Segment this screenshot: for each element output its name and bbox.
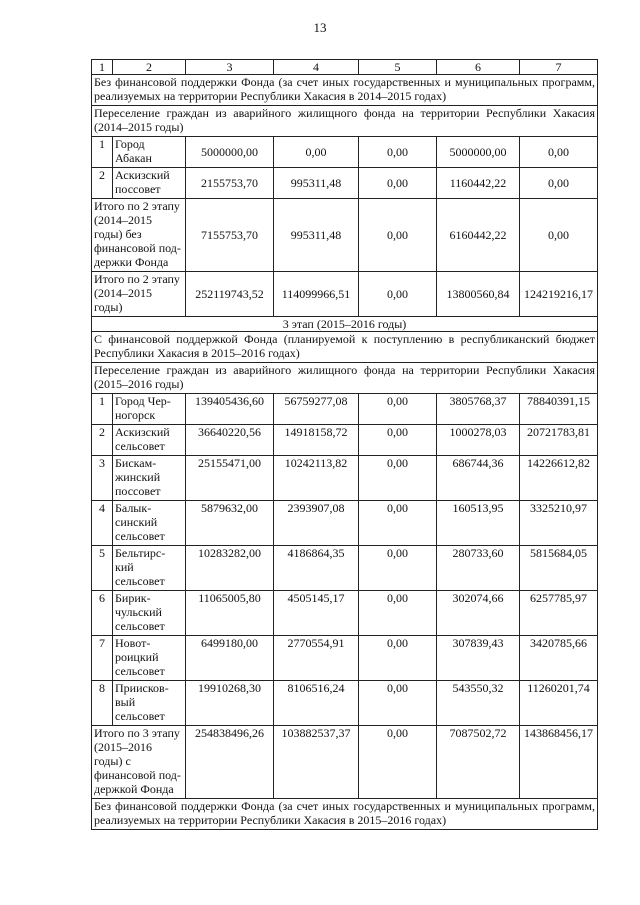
municipality-name: Бельтирс-кий сельсовет [113, 546, 186, 591]
cell-value: 139405436,60 [186, 394, 274, 425]
section-title: Переселение граждан из аварийного жилищного фонда на территории Республики Хакасия (2014–2015 годы) [92, 106, 598, 137]
cell-value: 3805768,37 [437, 394, 520, 425]
cell-value: 0,00 [359, 681, 437, 726]
column-header: 6 [437, 60, 520, 75]
row-number: 7 [92, 636, 113, 681]
cell-value: 25155471,00 [186, 456, 274, 501]
table-row [92, 168, 598, 199]
table-row [92, 501, 598, 546]
cell-value: 0,00 [520, 137, 598, 168]
row-number: 1 [92, 137, 113, 168]
section-title: С финансовой поддержкой Фонда (планируемой к поступлению в республиканский бюджет Республики Хакасия в 2015–2016 годах) [92, 332, 598, 363]
municipality-name: Аскизский поссовет [113, 168, 186, 199]
stage-title: 3 этап (2015–2016 годы) [92, 317, 598, 332]
municipality-name: Аскизский сельсовет [113, 425, 186, 456]
table-row [92, 636, 598, 681]
row-number: 5 [92, 546, 113, 591]
cell-value: 0,00 [359, 726, 437, 799]
cell-value: 254838496,26 [186, 726, 274, 799]
cell-value: 5000000,00 [186, 137, 274, 168]
cell-value: 280733,60 [437, 546, 520, 591]
column-header: 7 [520, 60, 598, 75]
table-row [92, 546, 598, 591]
row-number: 4 [92, 501, 113, 546]
cell-value: 0,00 [359, 394, 437, 425]
row-number: 2 [92, 168, 113, 199]
cell-value: 302074,66 [437, 591, 520, 636]
cell-value: 2393907,08 [274, 501, 359, 546]
municipality-name: Приисков-вый сельсовет [113, 681, 186, 726]
cell-value: 2770554,91 [274, 636, 359, 681]
cell-value: 5000000,00 [437, 137, 520, 168]
row-number: 6 [92, 591, 113, 636]
cell-value: 11260201,74 [520, 681, 598, 726]
cell-value: 0,00 [274, 137, 359, 168]
municipality-name: Бирик-чульский сельсовет [113, 591, 186, 636]
cell-value: 0,00 [359, 456, 437, 501]
section-title: Переселение граждан из аварийного жилищного фонда на территории Республики Хакасия (2015–2016 годы) [92, 363, 598, 394]
cell-value: 7087502,72 [437, 726, 520, 799]
cell-value: 0,00 [359, 636, 437, 681]
cell-value: 4505145,17 [274, 591, 359, 636]
cell-value: 686744,36 [437, 456, 520, 501]
table-row [92, 456, 598, 501]
cell-value: 3325210,97 [520, 501, 598, 546]
total-row [92, 199, 598, 272]
cell-value: 6257785,97 [520, 591, 598, 636]
cell-value: 1000278,03 [437, 425, 520, 456]
column-header: 2 [113, 60, 186, 75]
row-number: 8 [92, 681, 113, 726]
cell-value: 0,00 [359, 425, 437, 456]
total-label: Итого по 2 этапу (2014–2015 годы) без финансовой под-держки Фонда [92, 199, 186, 272]
cell-value: 56759277,08 [274, 394, 359, 425]
section-title: Без финансовой поддержки Фонда (за счет иных государственных и муниципальных программ, реализуемых на территории Республики Хакасия в 2014–2015 годах) [92, 75, 598, 106]
municipality-name: Балык-синский сельсовет [113, 501, 186, 546]
municipality-name: Город Чер-ногорск [113, 394, 186, 425]
cell-value: 0,00 [359, 272, 437, 317]
column-number-row [92, 60, 598, 75]
cell-value: 124219216,17 [520, 272, 598, 317]
cell-value: 0,00 [359, 199, 437, 272]
cell-value: 160513,95 [437, 501, 520, 546]
cell-value: 10242113,82 [274, 456, 359, 501]
cell-value: 2155753,70 [186, 168, 274, 199]
cell-value: 252119743,52 [186, 272, 274, 317]
total-label: Итого по 3 этапу (2015–2016 годы) с финансовой под-держкой Фонда [92, 726, 186, 799]
section-title: Без финансовой поддержки Фонда (за счет иных государственных и муниципальных программ, реализуемых на территории Республики Хакасия в 2015–2016 годах) [92, 799, 598, 830]
municipality-name: Бискам-жинский поссовет [113, 456, 186, 501]
table-row [92, 394, 598, 425]
cell-value: 13800560,84 [437, 272, 520, 317]
column-header: 3 [186, 60, 274, 75]
cell-value: 0,00 [359, 501, 437, 546]
cell-value: 0,00 [359, 168, 437, 199]
table-row [92, 681, 598, 726]
column-header: 4 [274, 60, 359, 75]
cell-value: 143868456,17 [520, 726, 598, 799]
total-row [92, 726, 598, 799]
cell-value: 14918158,72 [274, 425, 359, 456]
cell-value: 7155753,70 [186, 199, 274, 272]
cell-value: 11065005,80 [186, 591, 274, 636]
cell-value: 5815684,05 [520, 546, 598, 591]
page-number: 13 [313, 20, 327, 35]
cell-value: 4186864,35 [274, 546, 359, 591]
cell-value: 3420785,66 [520, 636, 598, 681]
cell-value: 114099966,51 [274, 272, 359, 317]
column-header: 1 [92, 60, 113, 75]
row-number: 3 [92, 456, 113, 501]
municipality-name: Город Абакан [113, 137, 186, 168]
row-number: 2 [92, 425, 113, 456]
cell-value: 307839,43 [437, 636, 520, 681]
cell-value: 0,00 [359, 137, 437, 168]
cell-value: 543550,32 [437, 681, 520, 726]
cell-value: 6160442,22 [437, 199, 520, 272]
cell-value: 0,00 [520, 168, 598, 199]
cell-value: 8106516,24 [274, 681, 359, 726]
cell-value: 995311,48 [274, 168, 359, 199]
table-row [92, 137, 598, 168]
cell-value: 19910268,30 [186, 681, 274, 726]
total-row [92, 272, 598, 317]
table-row [92, 591, 598, 636]
column-header: 5 [359, 60, 437, 75]
table-row [92, 425, 598, 456]
cell-value: 6499180,00 [186, 636, 274, 681]
cell-value: 103882537,37 [274, 726, 359, 799]
total-label: Итого по 2 этапу (2014–2015 годы) [92, 272, 186, 317]
cell-value: 78840391,15 [520, 394, 598, 425]
cell-value: 36640220,56 [186, 425, 274, 456]
cell-value: 0,00 [359, 546, 437, 591]
cell-value: 10283282,00 [186, 546, 274, 591]
municipality-name: Новот-роицкий сельсовет [113, 636, 186, 681]
funding-table [91, 59, 598, 830]
cell-value: 1160442,22 [437, 168, 520, 199]
cell-value: 995311,48 [274, 199, 359, 272]
cell-value: 14226612,82 [520, 456, 598, 501]
cell-value: 5879632,00 [186, 501, 274, 546]
cell-value: 20721783,81 [520, 425, 598, 456]
cell-value: 0,00 [520, 199, 598, 272]
cell-value: 0,00 [359, 591, 437, 636]
row-number: 1 [92, 394, 113, 425]
